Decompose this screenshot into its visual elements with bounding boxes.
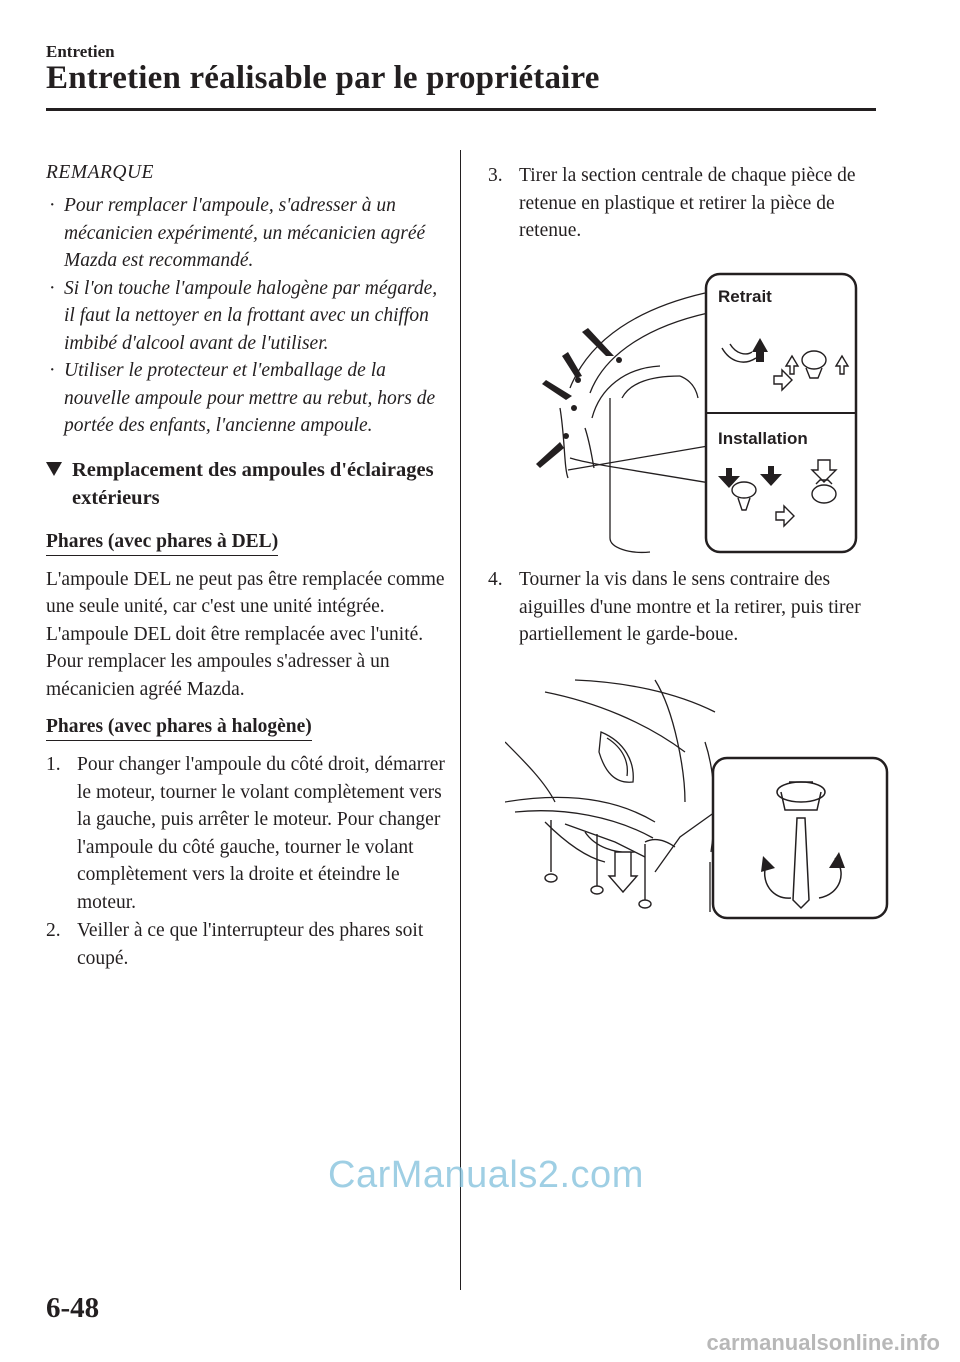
page-title: Entretien réalisable par le propriétaire xyxy=(46,60,600,96)
step-number: 4. xyxy=(488,569,503,590)
step-text: Pour changer l'ampoule du côté droit, démarrer le moteur, tourner le volant complètement vers la gauche, puis arrêter le moteur. Pour changer l'ampoule du côté gauche, tourner le volant complètement vers la droite et éteindre le moteur. xyxy=(77,754,445,913)
remarque-title: REMARQUE xyxy=(46,162,154,183)
remarque-item xyxy=(46,275,446,358)
subheading-halogen: Phares (avec phares à halogène) xyxy=(46,715,312,741)
label-retrait: Retrait xyxy=(718,287,772,306)
retainer-illustration xyxy=(530,268,862,560)
left-column xyxy=(46,162,446,973)
right-column-lower xyxy=(488,566,888,650)
subheading-led: Phares (avec phares à DEL) xyxy=(46,530,278,556)
paragraph: L'ampoule DEL ne peut pas être remplacée comme une seule unité, car c'est une unité intégrée. xyxy=(46,568,445,617)
remarque-list xyxy=(46,192,446,440)
paragraph: L'ampoule DEL doit être remplacée avec l'unité. Pour remplacer les ampoules s'adresser à un mécanicien agréé Mazda. xyxy=(46,623,424,700)
page-number: 6-48 xyxy=(46,1292,100,1324)
step-text: Veiller à ce que l'interrupteur des phares soit coupé. xyxy=(77,920,424,969)
remarque-item xyxy=(46,192,446,275)
triangle-marker-icon xyxy=(46,462,62,476)
steps-list xyxy=(488,566,888,649)
footer-site: carmanualsonline.info xyxy=(706,1330,940,1355)
step-text: Tirer la section centrale de chaque pièce de retenue en plastique et retirer la pièce de retenue. xyxy=(519,165,856,241)
bullet-icon: · xyxy=(49,195,56,216)
remarque-item xyxy=(46,357,446,440)
step-item xyxy=(46,917,446,972)
step-item xyxy=(488,566,888,649)
bullet-icon: · xyxy=(49,277,56,299)
section-label: Entretien xyxy=(46,42,115,61)
column-divider xyxy=(460,150,461,1290)
watermark: CarManuals2.com xyxy=(328,1154,644,1196)
right-column xyxy=(488,162,888,246)
step-number: 1. xyxy=(46,754,61,775)
section-heading-text: Remplacement des ampoules d'éclairages extérieurs xyxy=(72,458,434,509)
title-rule xyxy=(46,108,876,111)
steps-list xyxy=(46,751,446,972)
steps-list xyxy=(488,162,888,245)
step-number: 2. xyxy=(46,920,61,941)
step-item xyxy=(46,751,446,916)
remarque-text: Pour remplacer l'ampoule, s'adresser à un mécanicien expérimenté, un mécanicien agréé Mazda est recommandé. xyxy=(64,195,426,271)
step-item xyxy=(488,162,888,245)
bullet-icon: · xyxy=(49,360,56,381)
label-installation: Installation xyxy=(718,429,808,448)
mudguard-screw-illustration xyxy=(505,672,890,922)
remarque-text: Utiliser le protecteur et l'emballage de la nouvelle ampoule pour mettre au rebut, hors de portée des enfants, l'ancienne ampoule. xyxy=(64,360,436,436)
section-heading xyxy=(46,456,446,512)
step-text: Tourner la vis dans le sens contraire des aiguilles d'une montre et la retirer, puis tirer partiellement le garde-boue. xyxy=(519,569,861,645)
step-number: 3. xyxy=(488,165,503,186)
remarque-text: Si l'on touche l'ampoule halogène par mégarde, il faut la nettoyer en la frottant avec un chiffon imbibé d'alcool avant de l'utiliser. xyxy=(64,277,438,354)
